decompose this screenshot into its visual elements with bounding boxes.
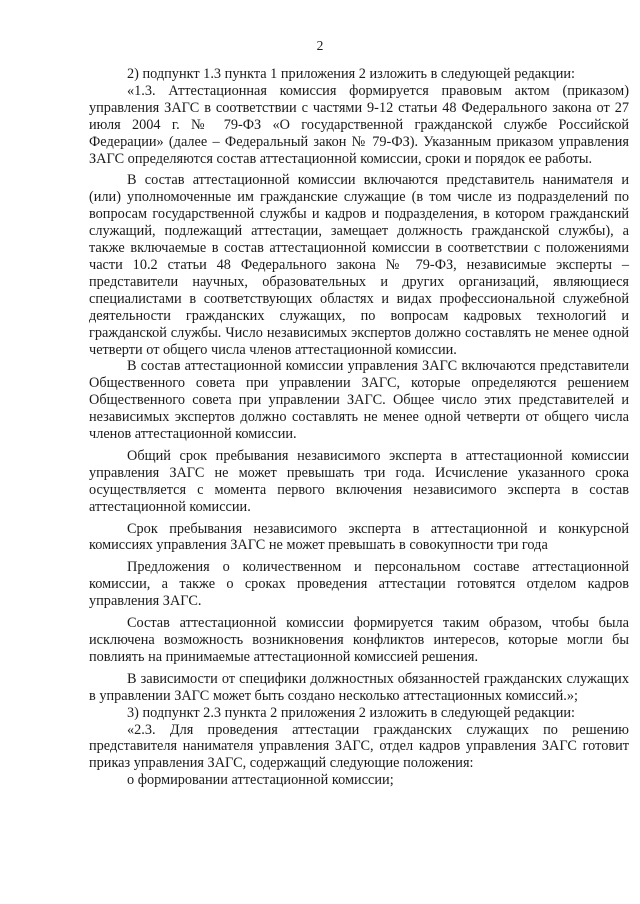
paragraph-proposals: Предложения о количественном и персональном составе аттестационной комиссии, а также о сроках проведения аттестации готовятся отделом кадров управления ЗАГС. — [89, 559, 629, 610]
paragraph-2-3: «2.3. Для проведения аттестации гражданских служащих по решению представителя нанимателя управления ЗАГС, отдел кадров управления ЗАГС готовит приказ управления ЗАГС, содержащий следующие положения: — [89, 721, 629, 772]
paragraph-1-3: «1.3. Аттестационная комиссия формируется правовым актом (приказом) управления ЗАГС в соответствии с частями 9-12 статьи 48 Федерального закона от 27 июля 2004 г. № 79-ФЗ «О государственной гражданской службе Российской Федерации» (далее – Федеральный закон № 79-ФЗ). Указанным приказом управления ЗАГС определяются состав аттестационной комиссии, сроки и порядок ее работы. — [89, 82, 629, 167]
paragraph-subitem-2: 2) подпункт 1.3 пункта 1 приложения 2 изложить в следующей редакции: — [127, 66, 576, 82]
paragraph-multiple-commissions: В зависимости от специфики должностных обязанностей гражданских служащих в управлении ЗАГС может быть создано несколько аттестационных комиссий.»; — [89, 670, 629, 704]
document-body — [89, 66, 629, 789]
paragraph-public-council: В состав аттестационной комиссии управления ЗАГС включаются представители Общественного совета при управлении ЗАГС, которые определяются решением Общественного совета при управлении ЗАГС. Общее число этих представителей и независимых экспертов должно составлять не менее одной четверти от общего числа членов аттестационной комиссии. — [89, 358, 629, 443]
paragraph-expert-term: Общий срок пребывания независимого эксперта в аттестационной комиссии управления ЗАГС не может превышать три года. Исчисление указанного срока осуществляется с момента первого включения независимого эксперта в состав аттестационной комиссии. — [89, 447, 629, 515]
page-number: 2 — [316, 38, 324, 53]
paragraph-subitem-3: 3) подпункт 2.3 пункта 2 приложения 2 изложить в следующей редакции: — [127, 704, 576, 721]
paragraph-commission-composition: В состав аттестационной комиссии включаются представитель нанимателя и (или) уполномоченные им гражданские служащие (в том числе из подразделений по вопросам государственной службы и кадров и подразделения, в котором гражданский служащий, подлежащий аттестации, замещает должность гражданской службы), а также включаемые в состав аттестационной комиссии в соответствии с положениями части 10.2 статьи 48 Федерального закона № 79-ФЗ, независимые эксперты – представители научных, образовательных и других организаций, являющиеся специалистами в соответствующих областях и видах профессиональной служебной деятельности гражданских служащих, по вопросам кадровых технологий и гражданской службы. Число независимых экспертов должно составлять не менее одной четверти от общего числа членов аттестационной комиссии. — [89, 172, 629, 358]
paragraph-term-limit: Срок пребывания независимого эксперта в аттестационной и конкурсной комиссиях управления ЗАГС не может превышать в совокупности три года — [89, 520, 629, 554]
paragraph-conflict-of-interest: Состав аттестационной комиссии формируется таким образом, чтобы была исключена возможность возникновения конфликтов интересов, которые могли бы повлиять на принимаемые аттестационной комиссией решения. — [89, 615, 629, 665]
paragraph-commission-formation: о формировании аттестационной комиссии; — [127, 772, 394, 789]
